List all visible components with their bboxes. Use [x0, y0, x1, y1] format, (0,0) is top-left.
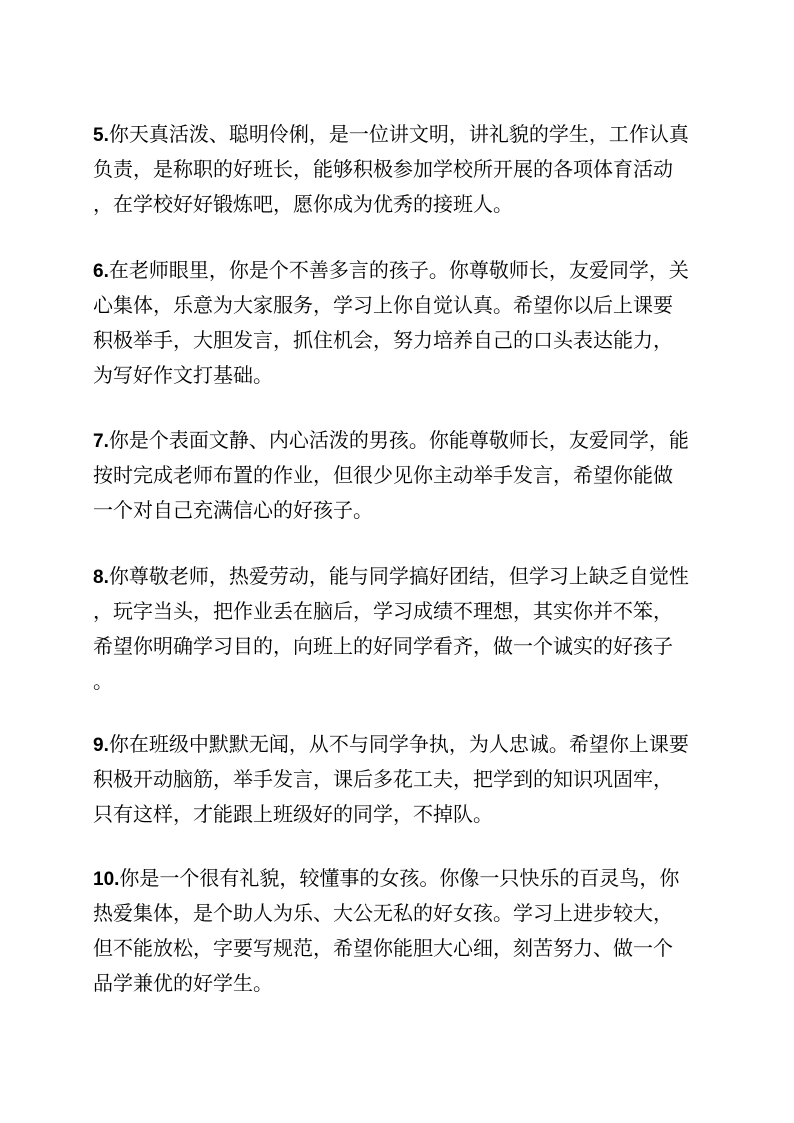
paragraph-line: 但不能放松，字要写规范，希望你能胆大心细，刻苦努力、做一个	[93, 936, 673, 960]
paragraph-line: ，在学校好好锻炼吧，愿你成为优秀的接班人。	[93, 192, 513, 216]
paragraph-number: 5.	[93, 125, 109, 146]
paragraph-number: 7.	[93, 431, 109, 452]
paragraph-line: 按时完成老师布置的作业，但很少见你主动举手发言，希望你能做	[93, 463, 673, 487]
line-text: 你是个表面文静、内心活泼的男孩。你能尊敬师长，友爱同学，能	[108, 428, 689, 452]
paragraph-line	[93, 423, 713, 458]
paragraph-line	[93, 727, 713, 762]
paragraph-line	[93, 559, 713, 594]
comment-paragraph-5	[93, 117, 713, 222]
comment-paragraph-10	[93, 861, 713, 1001]
line-text: 在老师眼里，你是个不善多言的孩子。你尊敬师长，友爱同学，关	[108, 258, 689, 282]
paragraph-line: 只有这样，才能跟上班级好的同学，不掉队。	[93, 802, 493, 826]
paragraph-number: 6.	[93, 261, 109, 282]
paragraph-line: 心集体，乐意为大家服务，学习上你自觉认真。希望你以后上课要	[93, 293, 673, 317]
paragraph-number: 10.	[93, 869, 120, 890]
paragraph-line: 积极举手，大胆发言，抓住机会，努力培养自己的口头表达能力，	[93, 328, 673, 352]
paragraph-line: 积极开动脑筋，举手发言，课后多花工夫，把学到的知识巩固牢，	[93, 767, 673, 791]
comment-paragraph-8	[93, 559, 713, 699]
line-text: 你在班级中默默无闻，从不与同学争执，为人忠诚。希望你上课要	[108, 732, 689, 756]
paragraph-line	[93, 117, 713, 152]
paragraph-line: 一个对自己充满信心的好孩子。	[93, 498, 373, 522]
paragraph-line: 希望你明确学习目的，向班上的好同学看齐，做一个诚实的好孩子	[93, 634, 673, 658]
paragraph-number: 8.	[93, 567, 109, 588]
paragraph-line: 品学兼优的好学生。	[93, 971, 273, 995]
line-text: 你是一个很有礼貌，较懂事的女孩。你像一只快乐的百灵鸟，你	[119, 866, 680, 890]
paragraph-number: 9.	[93, 735, 109, 756]
paragraph-line: 热爱集体，是个助人为乐、大公无私的好女孩。学习上进步较大，	[93, 901, 673, 925]
paragraph-line: 为写好作文打基础。	[93, 363, 273, 387]
comment-paragraph-7	[93, 423, 713, 528]
line-text: 你尊敬老师，热爱劳动，能与同学搞好团结，但学习上缺乏自觉性	[108, 564, 689, 588]
paragraph-line	[93, 861, 713, 896]
line-text: 你天真活泼、聪明伶俐，是一位讲文明，讲礼貌的学生，工作认真	[108, 122, 689, 146]
paragraph-line	[93, 253, 713, 288]
comment-paragraph-9	[93, 727, 713, 832]
paragraph-line: 。	[93, 669, 113, 693]
paragraph-line: 负责，是称职的好班长，能够积极参加学校所开展的各项体育活动	[93, 157, 673, 181]
paragraph-line: ，玩字当头，把作业丢在脑后，学习成绩不理想，其实你并不笨，	[93, 599, 673, 623]
comment-paragraph-6	[93, 253, 713, 393]
